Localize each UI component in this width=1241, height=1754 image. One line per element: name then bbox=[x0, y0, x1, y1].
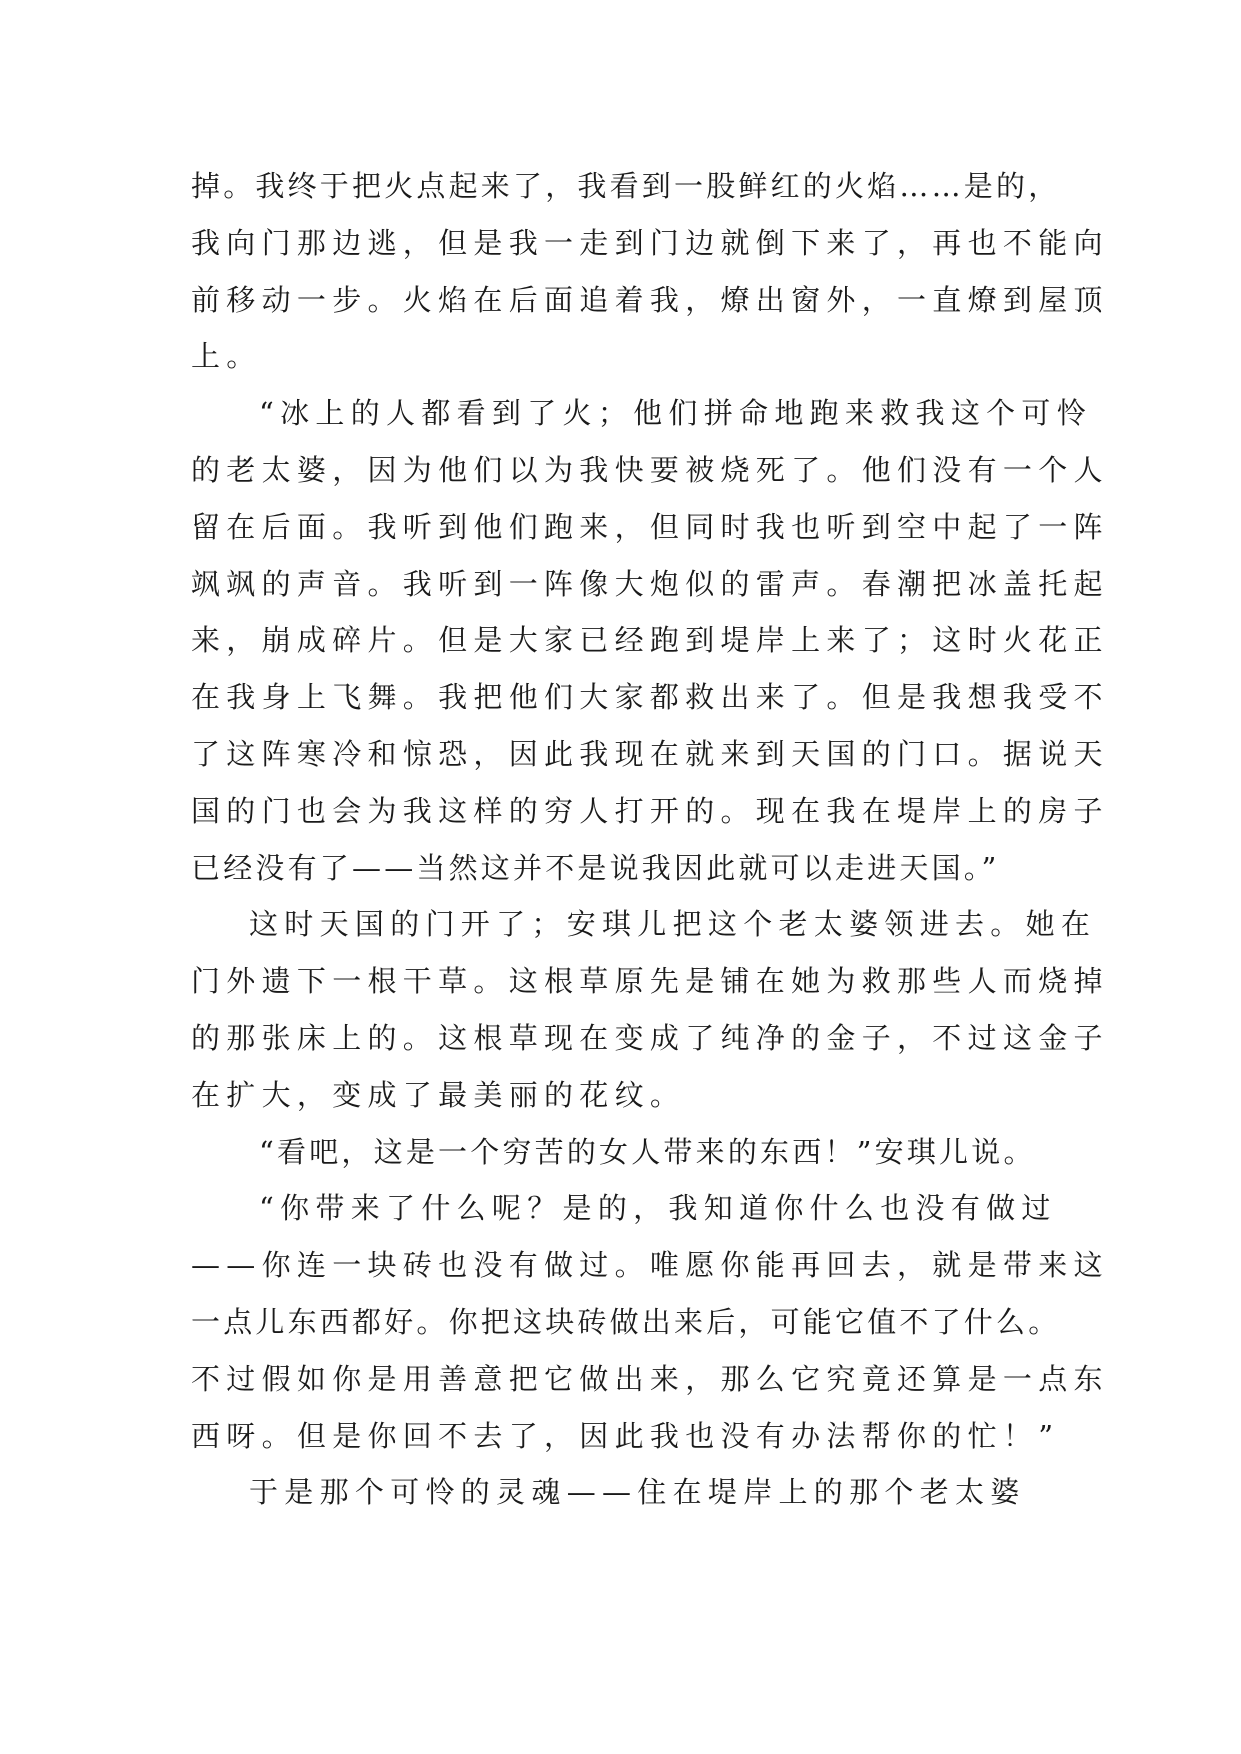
text-line: 不过假如你是用善意把它做出来，那么它究竟还算是一点东 bbox=[191, 1361, 1109, 1396]
text-line: 前移动一步。火焰在后面追着我，燎出窗外，一直燎到屋顶 bbox=[191, 282, 1109, 317]
text-line: 上。 bbox=[191, 339, 262, 374]
text-line: 了这阵寒冷和惊恐，因此我现在就来到天国的门口。据说天 bbox=[191, 736, 1109, 771]
text-line: 留在后面。我听到他们跑来，但同时我也听到空中起了一阵 bbox=[191, 509, 1109, 544]
text-line: “冰上的人都看到了火；他们拼命地跑来救我这个可怜 bbox=[259, 396, 1093, 431]
text-line: “看吧，这是一个穷苦的女人带来的东西！”安琪儿说。 bbox=[259, 1134, 1036, 1169]
text-line: 掉。我终于把火点起来了，我看到一股鲜红的火焰……是的， bbox=[191, 169, 1061, 203]
body-text bbox=[191, 158, 1109, 1521]
text-line: 我向门那边逃，但是我一走到门边就倒下来了，再也不能向 bbox=[191, 225, 1109, 260]
text-line: 这时天国的门开了；安琪儿把这个老太婆领进去。她在 bbox=[249, 907, 1097, 942]
text-line: 的老太婆，因为他们以为我快要被烧死了。他们没有一个人 bbox=[191, 452, 1109, 487]
text-line: 在我身上飞舞。我把他们大家都救出来了。但是我想我受不 bbox=[191, 680, 1109, 715]
text-line: “你带来了什么呢？是的，我知道你什么也没有做过 bbox=[259, 1191, 1057, 1226]
text-line: 门外遗下一根干草。这根草原先是铺在她为救那些人而烧掉 bbox=[191, 964, 1109, 999]
text-line: 于是那个可怜的灵魂——住在堤岸上的那个老太婆 bbox=[249, 1475, 1026, 1510]
text-line: 来，崩成碎片。但是大家已经跑到堤岸上来了；这时火花正 bbox=[191, 623, 1109, 658]
text-line: 一点儿东西都好。你把这块砖做出来后，可能它值不了什么。 bbox=[191, 1304, 1061, 1339]
text-line: 已经没有了——当然这并不是说我因此就可以走进天国。” bbox=[191, 850, 1000, 885]
text-line: 飒飒的声音。我听到一阵像大炮似的雷声。春潮把冰盖托起 bbox=[191, 566, 1109, 601]
text-line: 国的门也会为我这样的穷人打开的。现在我在堤岸上的房子 bbox=[191, 793, 1109, 828]
text-line: ——你连一块砖也没有做过。唯愿你能再回去，就是带来这 bbox=[191, 1248, 1109, 1283]
text-line: 在扩大，变成了最美丽的花纹。 bbox=[191, 1077, 686, 1112]
text-line: 的那张床上的。这根草现在变成了纯净的金子，不过这金子 bbox=[191, 1020, 1109, 1055]
text-line: 西呀。但是你回不去了，因此我也没有办法帮你的忙！” bbox=[191, 1418, 1060, 1453]
